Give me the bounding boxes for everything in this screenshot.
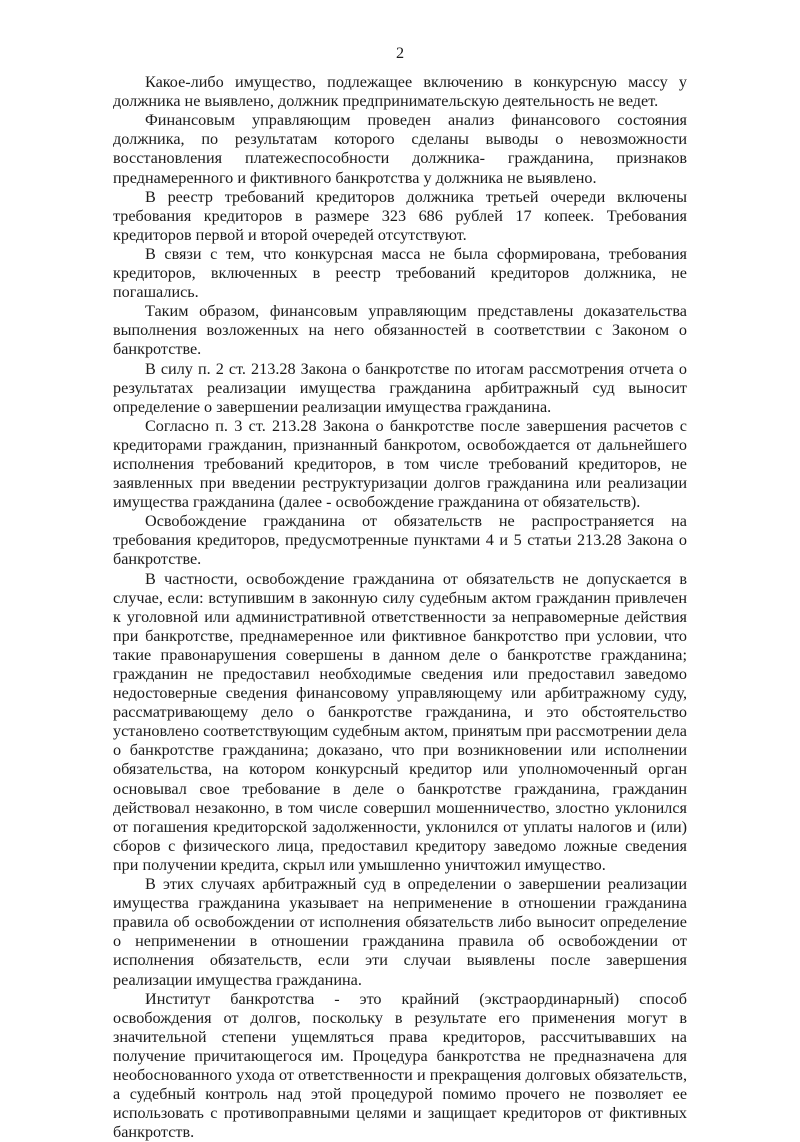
paragraph-article-213-28-p2: В силу п. 2 ст. 213.28 Закона о банкротстве по итогам рассмотрения отчета о результатах реализации имущества гражданина арбитражный суд выносит определение о завершении реализации имущества гражданина. (113, 359, 687, 416)
document-page (113, 44, 687, 1142)
paragraph-exemption-exceptions: В частности, освобождение гражданина от обязательств не допускается в случае, если: вступившим в законную силу судебным актом гражданин привлечен к уголовной или административной ответственности за неправомерные действия при банкротстве, преднамеренное или фиктивное банкротство при условии, что такие правонарушения совершены в данном деле о банкротстве гражданина; гражданин не предоставил необходимые сведения или предоставил заведомо недостоверные сведения финансовому управляющему или арбитражному суду, рассматривающему дело о банкротстве гражданина, и это обстоятельство установлено соответствующим судебным актом, принятым при рассмотрении дела о банкротстве гражданина; доказано, что при возникновении или исполнении обязательства, на котором конкурсный кредитор или уполномоченный орган основывал свое требование в деле о банкротстве гражданина, гражданин действовал незаконно, в том числе совершил мошенничество, злостно уклонился от погашения кредиторской задолженности, уклонился от уплаты налогов и (или) сборов с физического лица, предоставил кредитору заведомо ложные сведения при получении кредита, скрыл или умышленно уничтожил имущество. (113, 569, 687, 874)
paragraph-creditor-register: В реестр требований кредиторов должника третьей очереди включены требования кредиторов в размере 323 686 рублей 17 копеек. Требования кредиторов первой и второй очередей отсутствуют. (113, 187, 687, 244)
paragraph-exemption-scope: Освобождение гражданина от обязательств не распространяется на требования кредиторов, предусмотренные пунктами 4 и 5 статьи 213.28 Закона о банкротстве. (113, 512, 687, 569)
paragraph-evidence: Таким образом, финансовым управляющим представлены доказательства выполнения возложенных на него обязанностей в соответствии с Законом о банкротстве. (113, 302, 687, 359)
page-number: 2 (395, 44, 405, 62)
paragraph-bankruptcy-institute: Институт банкротства - это крайний (экстраординарный) способ освобождения от долгов, поскольку в результате его применения могут в значительной степени ущемляться права кредиторов, рассчитывавших на получение причитающегося им. Процедура банкротства не предназначена для необоснованного ухода от ответственности и прекращения долговых обязательств, а судебный контроль над этой процедурой помимо прочего не позволяет ее использовать с противоправными целями и защищает кредиторов от фиктивных банкротств. (113, 989, 687, 1142)
paragraph-property: Какое-либо имущество, подлежащее включению в конкурсную массу у должника не выявлено, должник предпринимательскую деятельность не ведет. (113, 73, 687, 111)
paragraph-not-repaid: В связи с тем, что конкурсная масса не была сформирована, требования кредиторов, включенных в реестр требований кредиторов должника, не погашались. (113, 244, 687, 302)
paragraph-court-determination: В этих случаях арбитражный суд в определении о завершении реализации имущества гражданина указывает на неприменение в отношении гражданина правила об освобождении от исполнения обязательств либо выносит определение о неприменении в отношении гражданина правила об освобождении от исполнения обязательств, если эти случаи выявлены после завершения реализации имущества гражданина. (113, 875, 687, 989)
paragraph-article-213-28-p3: Согласно п. 3 ст. 213.28 Закона о банкротстве после завершения расчетов с кредиторами гражданин, признанный банкротом, освобождается от дальнейшего исполнения требований кредиторов, в том числе требований кредиторов, не заявленных при введении реструктуризации долгов гражданина или реализации имущества гражданина (далее - освобождение гражданина от обязательств). (113, 416, 687, 512)
paragraph-financial-analysis: Финансовым управляющим проведен анализ финансового состояния должника, по результатам которого сделаны выводы о невозможности восстановления платежеспособности должника- гражданина, признаков преднамеренного и фиктивного банкротства у должника не выявлено. (113, 111, 687, 187)
